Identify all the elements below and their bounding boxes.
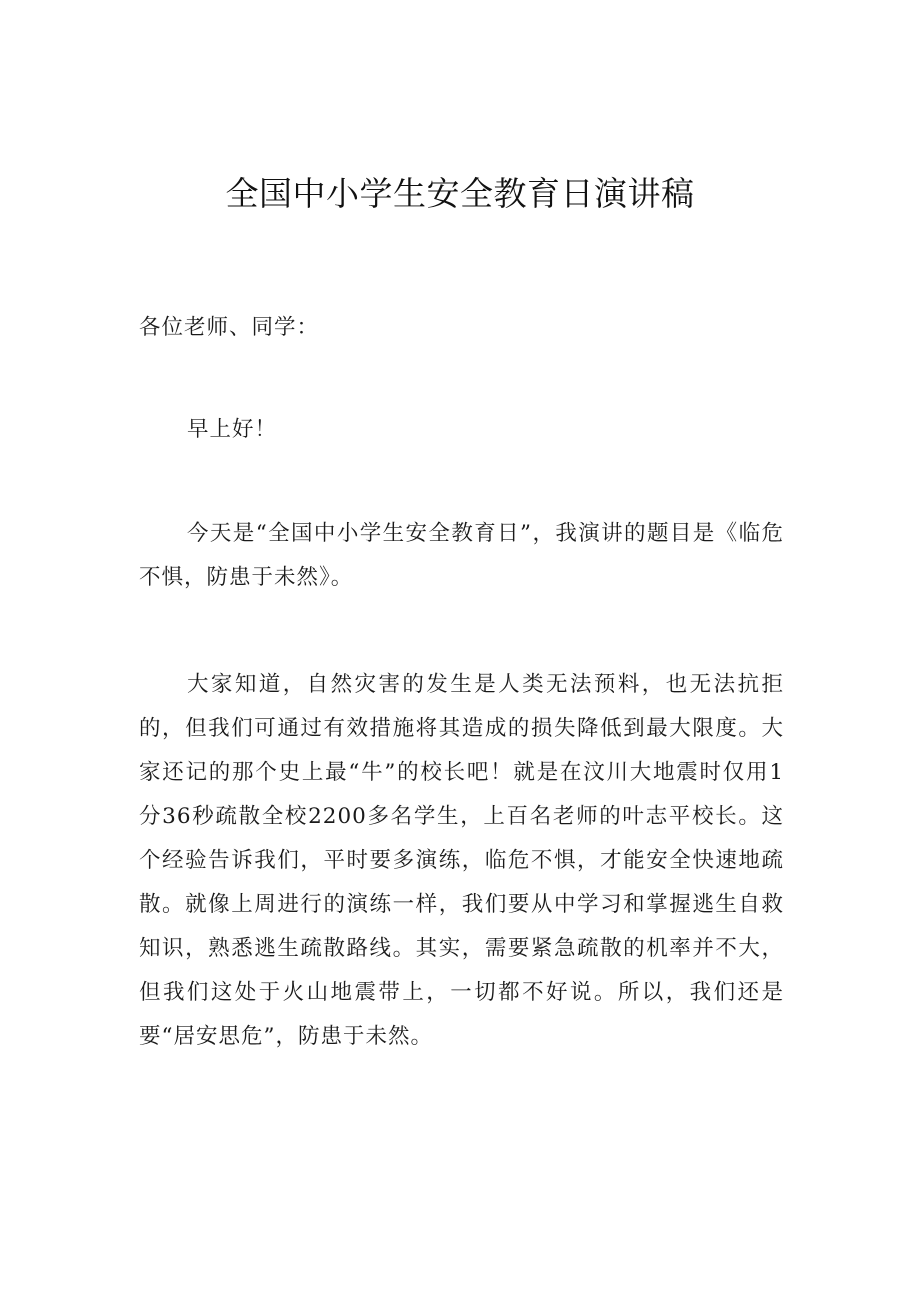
paragraph-topic: 今天是“全国中小学生安全教育日”，我演讲的题目是《临危不惧，防患于未然》。: [139, 521, 784, 590]
salutation: 各位老师、同学：: [139, 315, 320, 340]
speech-body: [139, 306, 784, 1059]
page-title: 全国中小学生安全教育日演讲稿: [225, 174, 695, 213]
paragraph-main: 大家知道，自然灾害的发生是人类无法预料，也无法抗拒的，但我们可通过有效措施将其造成的损失降低到最大限度。大家还记的那个史上最“牛”的校长吧！就是在汶川大地震时仅用1分36秒疏散全校2200多名学生，上百名老师的叶志平校长。这个经验告诉我们，平时要多演练，临危不惧，才能安全快速地疏散。就像上周进行的演练一样，我们要从中学习和掌握逃生自救知识，熟悉逃生疏散路线。其实，需要紧急疏散的机率并不大，但我们这处于火山地震带上，一切都不好说。所以，我们还是要“居安思危”，防患于未然。: [139, 672, 784, 1049]
greeting: 早上好！: [187, 417, 278, 442]
